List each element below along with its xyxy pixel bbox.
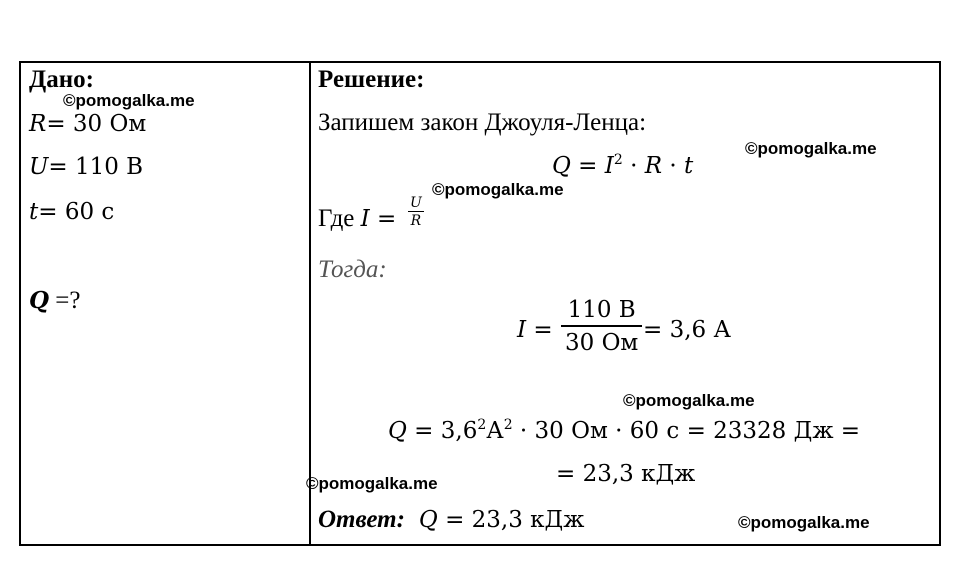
- heat-calc-power-1: 2: [477, 417, 487, 433]
- heat-calc-var: Q: [388, 418, 407, 444]
- watermark-1: ©pomogalka.me: [63, 91, 195, 110]
- given-header: Дано:: [29, 66, 94, 93]
- answer-value: = 23,3 кДж: [437, 507, 585, 533]
- unknown-marker: =?: [49, 287, 81, 314]
- formula-dot-1: ·: [622, 153, 645, 179]
- current-eq: =: [526, 317, 553, 343]
- answer-label: Ответ:: [318, 506, 405, 533]
- solution-header: Решение:: [318, 66, 425, 93]
- given-resistance: [29, 111, 146, 137]
- unknown-heat: [29, 287, 81, 315]
- current-result: = 3,6 А: [643, 317, 731, 343]
- formula-power: 2: [613, 152, 623, 168]
- watermark-5: ©pomogalka.me: [306, 474, 438, 493]
- formula-dot-2: ·: [662, 153, 684, 179]
- formula-r: R: [644, 153, 663, 179]
- voltage-var: U: [29, 154, 49, 180]
- where-i: I: [360, 206, 370, 232]
- watermark-4: ©pomogalka.me: [623, 391, 755, 410]
- heat-calculation: [388, 418, 860, 444]
- heat-calc-power-2: 2: [503, 417, 513, 433]
- current-numerator: 110 В: [561, 297, 642, 327]
- time-var: t: [29, 199, 39, 225]
- ohm-numerator: U: [410, 195, 422, 211]
- resistance-var: R: [29, 111, 47, 137]
- then-label: Тогда:: [318, 256, 387, 283]
- watermark-2: ©pomogalka.me: [745, 139, 877, 158]
- ohm-denominator: R: [410, 213, 422, 229]
- heat-calc-rest: · 30 Ом · 60 с = 23328 Дж =: [512, 418, 861, 444]
- watermark-3: ©pomogalka.me: [432, 180, 564, 199]
- formula-eq: =: [570, 153, 605, 179]
- formula-t: t: [683, 153, 694, 179]
- heat-calc-base: = 3,6: [406, 418, 478, 444]
- current-lhs: [517, 317, 553, 343]
- heat-result: = 23,3 кДж: [556, 461, 696, 487]
- answer-var: Q: [418, 507, 438, 533]
- current-var: I: [517, 317, 527, 343]
- formula-i: I: [604, 153, 614, 179]
- column-divider: [309, 63, 311, 544]
- joule-lenz-intro: Запишем закон Джоуля-Ленца:: [318, 109, 647, 136]
- watermark-6: ©pomogalka.me: [738, 513, 870, 532]
- heat-var: Q: [29, 287, 50, 314]
- joule-lenz-formula: [552, 153, 693, 179]
- answer-line: [318, 506, 584, 534]
- where-line: [318, 205, 396, 233]
- given-time: [29, 199, 114, 225]
- heat-calc-unit: А: [486, 418, 504, 444]
- voltage-value: = 110 В: [48, 154, 144, 180]
- current-fraction: [561, 297, 642, 356]
- resistance-value: = 30 Ом: [46, 111, 147, 137]
- ohm-law-fraction: [408, 195, 424, 229]
- where-prefix: Где: [318, 205, 361, 232]
- formula-q: Q: [552, 153, 571, 179]
- current-denominator: 30 Ом: [565, 330, 639, 356]
- time-value: = 60 с: [38, 199, 115, 225]
- given-voltage: [29, 154, 143, 180]
- where-eq: =: [369, 206, 397, 232]
